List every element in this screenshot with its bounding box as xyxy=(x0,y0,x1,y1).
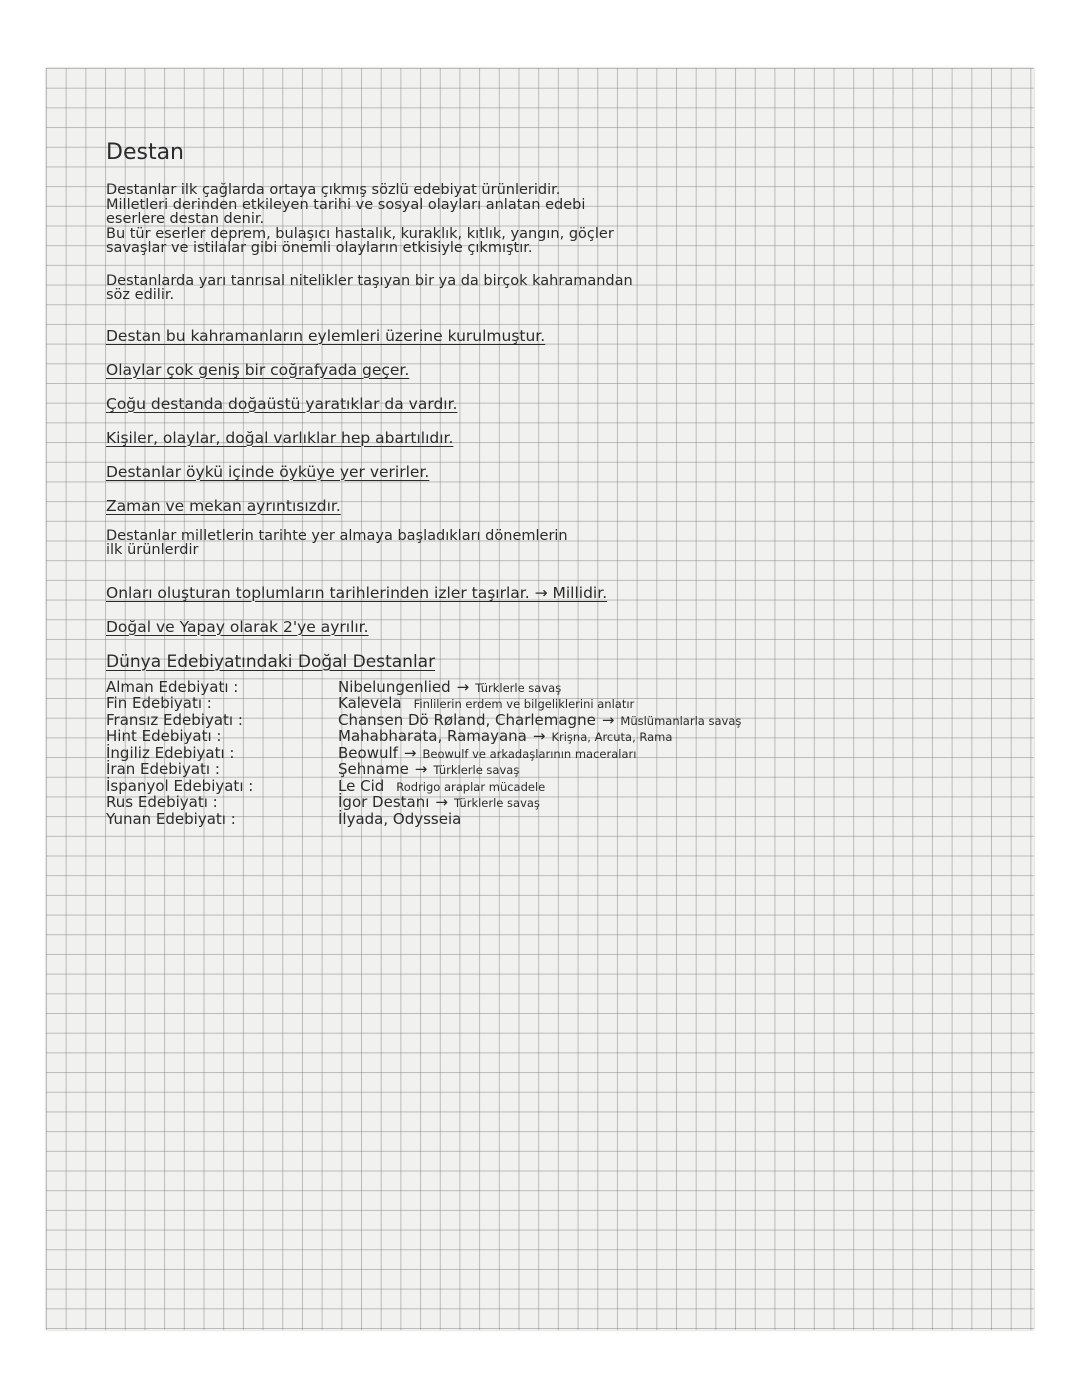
statement: Çoğu destanda doğaüstü yaratıklar da vardır. xyxy=(106,394,458,413)
epic-work: Kalevela xyxy=(338,694,402,712)
literature-name: Alman Edebiyatı : xyxy=(106,677,239,696)
statement: Zaman ve mekan ayrıntısızdır. xyxy=(106,496,341,515)
types-statement: Doğal ve Yapay olarak 2'ye ayrılır. xyxy=(106,617,369,636)
arrow-icon: → xyxy=(414,760,428,778)
epic-row xyxy=(106,710,986,730)
epic-row xyxy=(106,795,986,812)
arrow-icon: → xyxy=(435,793,448,811)
epic-note: Müslümanlarla savaş xyxy=(620,713,742,728)
epic-note: Türklerle savaş xyxy=(475,680,562,695)
arrow-icon: → xyxy=(456,677,470,696)
intro-line: Destanlar ilk çağlarda ortaya çıkmış sözlü edebiyat ürünleridir. xyxy=(106,182,561,198)
hero-line: söz edilir. xyxy=(106,287,175,303)
literature-name: Rus Edebiyatı : xyxy=(106,793,218,811)
epic-note: Krişna, Arcuta, Rama xyxy=(551,730,673,744)
epic-work: İgor Destanı xyxy=(338,793,430,811)
intro-line: eserlere destan denir. xyxy=(106,211,265,227)
first-works-line: ilk ürünlerdir xyxy=(106,542,199,558)
epic-work: Le Cid xyxy=(338,776,385,795)
epic-work: Nibelungenlied xyxy=(338,677,451,696)
epic-row xyxy=(106,729,986,746)
list-title: Dünya Edebiyatındaki Doğal Destanlar xyxy=(106,651,436,672)
intro-line: savaşlar ve istilalar gibi önemli olayların etkisiyle çıkmıştır. xyxy=(106,240,533,256)
literature-name: Fin Edebiyatı : xyxy=(106,694,212,712)
page-title: Destan xyxy=(106,140,184,165)
epic-row xyxy=(106,809,986,829)
epic-note: Rodrigo araplar mücadele xyxy=(396,779,546,794)
epic-row xyxy=(106,677,986,697)
epic-list xyxy=(106,677,986,829)
epic-row xyxy=(106,743,986,763)
epic-note: Türklerle savaş xyxy=(453,796,540,810)
literature-name: Yunan Edebiyatı : xyxy=(106,809,236,828)
arrow-icon: → xyxy=(532,727,546,745)
literature-name: İran Edebiyatı : xyxy=(106,760,220,778)
epic-note: Finlilerin erdem ve bilgeliklerini anlatır xyxy=(413,697,635,711)
intro-line: Bu tür eserler deprem, bulaşıcı hastalık, kuraklık, kıtlık, yangın, göçler xyxy=(106,225,614,242)
hero-line: Destanlarda yarı tanrısal nitelikler taşıyan bir ya da birçok kahramandan xyxy=(106,272,633,289)
statement: Kişiler, olaylar, doğal varlıklar hep abartılıdır. xyxy=(106,428,454,447)
literature-name: İngiliz Edebiyatı : xyxy=(106,743,235,762)
epic-work: Beowulf xyxy=(338,743,398,762)
literature-name: Fransız Edebiyatı : xyxy=(106,710,243,729)
statement: Destanlar öykü içinde öyküye yer verirler. xyxy=(106,462,430,481)
first-works-line: Destanlar milletlerin tarihte yer almaya başladıkları dönemlerin xyxy=(106,527,568,544)
literature-name: Hint Edebiyatı : xyxy=(106,727,222,745)
epic-work: Chansen Dö Røland, Charlemagne xyxy=(338,710,596,729)
epic-row xyxy=(106,776,986,796)
epic-work: Mahabharata, Ramayana xyxy=(338,727,527,745)
epic-work: Şehname xyxy=(338,760,409,778)
epic-work: İlyada, Odysseia xyxy=(338,809,462,828)
arrow-icon: → xyxy=(403,743,417,762)
statement: Olaylar çok geniş bir coğrafyada geçer. xyxy=(106,360,410,379)
arrow-icon: → xyxy=(601,710,615,729)
literature-name: İspanyol Edebiyatı : xyxy=(106,776,254,795)
handwritten-notes xyxy=(106,140,986,828)
first-works-paragraph xyxy=(106,529,986,558)
intro-paragraph xyxy=(106,183,986,256)
national-statement: Onları oluşturan toplumların tarihlerinden izler taşırlar. → Millidir. xyxy=(106,583,608,602)
epic-note: Beowulf ve arkadaşlarının maceraları xyxy=(422,746,637,761)
statement: Destan bu kahramanların eylemleri üzerine kurulmuştur. xyxy=(106,326,546,345)
hero-paragraph xyxy=(106,274,986,303)
epic-note: Türklerle savaş xyxy=(433,763,520,777)
intro-line: Milletleri derinden etkileyen tarihi ve sosyal olayları anlatan edebi xyxy=(106,196,586,213)
